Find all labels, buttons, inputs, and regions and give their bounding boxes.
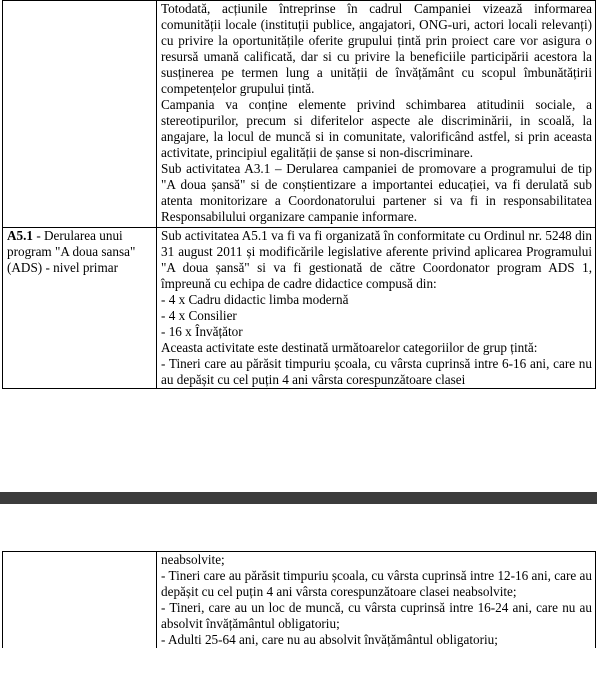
activity-code: A5.1	[7, 228, 34, 243]
list-item: - 4 x Cadru didactic limba modernă	[161, 292, 349, 307]
description-cell	[157, 228, 596, 389]
paragraph: Sub activitatea A3.1 – Derularea campaniei de promovare a programului de tip "A doua șansă" si de conștientizare a importantei educației, va fi derulată sub atenta monitorizare a Coordonatorului partener si va fi in responsabilitatea Responsabilului organizare campanie informare.	[161, 161, 592, 224]
activity-cell	[3, 1, 157, 228]
paragraph: Totodată, acțiunile întreprinse în cadrul Campaniei vizează informarea comunității locale (instituții publice, angajatori, ONG-uri, actori locali relevanți) cu privire la oportunitățile oferite grupului țintă prin proiect care vor asigura o resursă umană calificată, dar si cu privire la beneficiile participării acestora la susținerea pe termen lung a unității de învățământ cu scopul îmbunătățirii competențelor grupului țintă.	[161, 1, 592, 96]
page-gap	[0, 432, 597, 492]
list-item: - 16 x Învățător	[161, 324, 243, 339]
page-bottom-section	[0, 551, 597, 673]
paragraph: Campania va conține elemente privind schimbarea atitudinii sociale, a stereotipurilor, precum si diferitelor aspecte ale discriminării, in scoală, la angajare, la locul de muncă si in comunitate, valorificând astfel, si prin aceasta activitate, principiul egalității de șanse si non-discriminare.	[161, 97, 592, 160]
list-item-continued: neabsolvite;	[161, 552, 225, 567]
paragraph: Aceasta activitate este destinată următoarelor categoriilor de grup țintă:	[161, 340, 538, 355]
list-item: - Tineri, care au un loc de muncă, cu vârsta cuprinsă intre 16-24 ani, care nu au absolvit învățământul obligatoriu;	[161, 600, 592, 631]
list-item: - Tineri care au părăsit timpuriu școala, cu vârsta cuprinsă intre 6-16 ani, care nu au depășit cu cel puțin 4 ani vârsta corespunzătoare clasei	[161, 356, 592, 387]
page-gap	[0, 504, 597, 551]
activities-table	[2, 0, 596, 389]
list-item: - Adulti 25-64 ani, care nu au absolvit învățământul obligatoriu;	[161, 632, 498, 647]
description-cell	[157, 552, 596, 649]
activity-title: - Derularea unui program "A doua sansa" (ADS) - nivel primar	[7, 228, 136, 275]
activity-cell	[3, 552, 157, 649]
page-separator	[0, 492, 597, 504]
table-row	[3, 552, 596, 649]
activities-table-continued	[2, 551, 596, 648]
table-row	[3, 1, 596, 228]
list-item: - Tineri care au părăsit timpuriu școala, cu vârsta cuprinsă intre 12-16 ani, care au depășit cu cel puțin 4 ani vârsta corespunzătoare clasei neabsolvite;	[161, 568, 592, 599]
activity-cell	[3, 228, 157, 389]
table-row	[3, 228, 596, 389]
list-item: - 4 x Consilier	[161, 308, 237, 323]
paragraph: Sub activitatea A5.1 va fi va fi organizată în conformitate cu Ordinul nr. 5248 din 31 august 2011 și modificările legislative aferente privind aplicarea Programului "A doua șansă" si va fi gestionată de către Coordonator program ADS 1, împreună cu echipa de cadre didactice compusă din:	[161, 228, 592, 291]
description-cell	[157, 1, 596, 228]
